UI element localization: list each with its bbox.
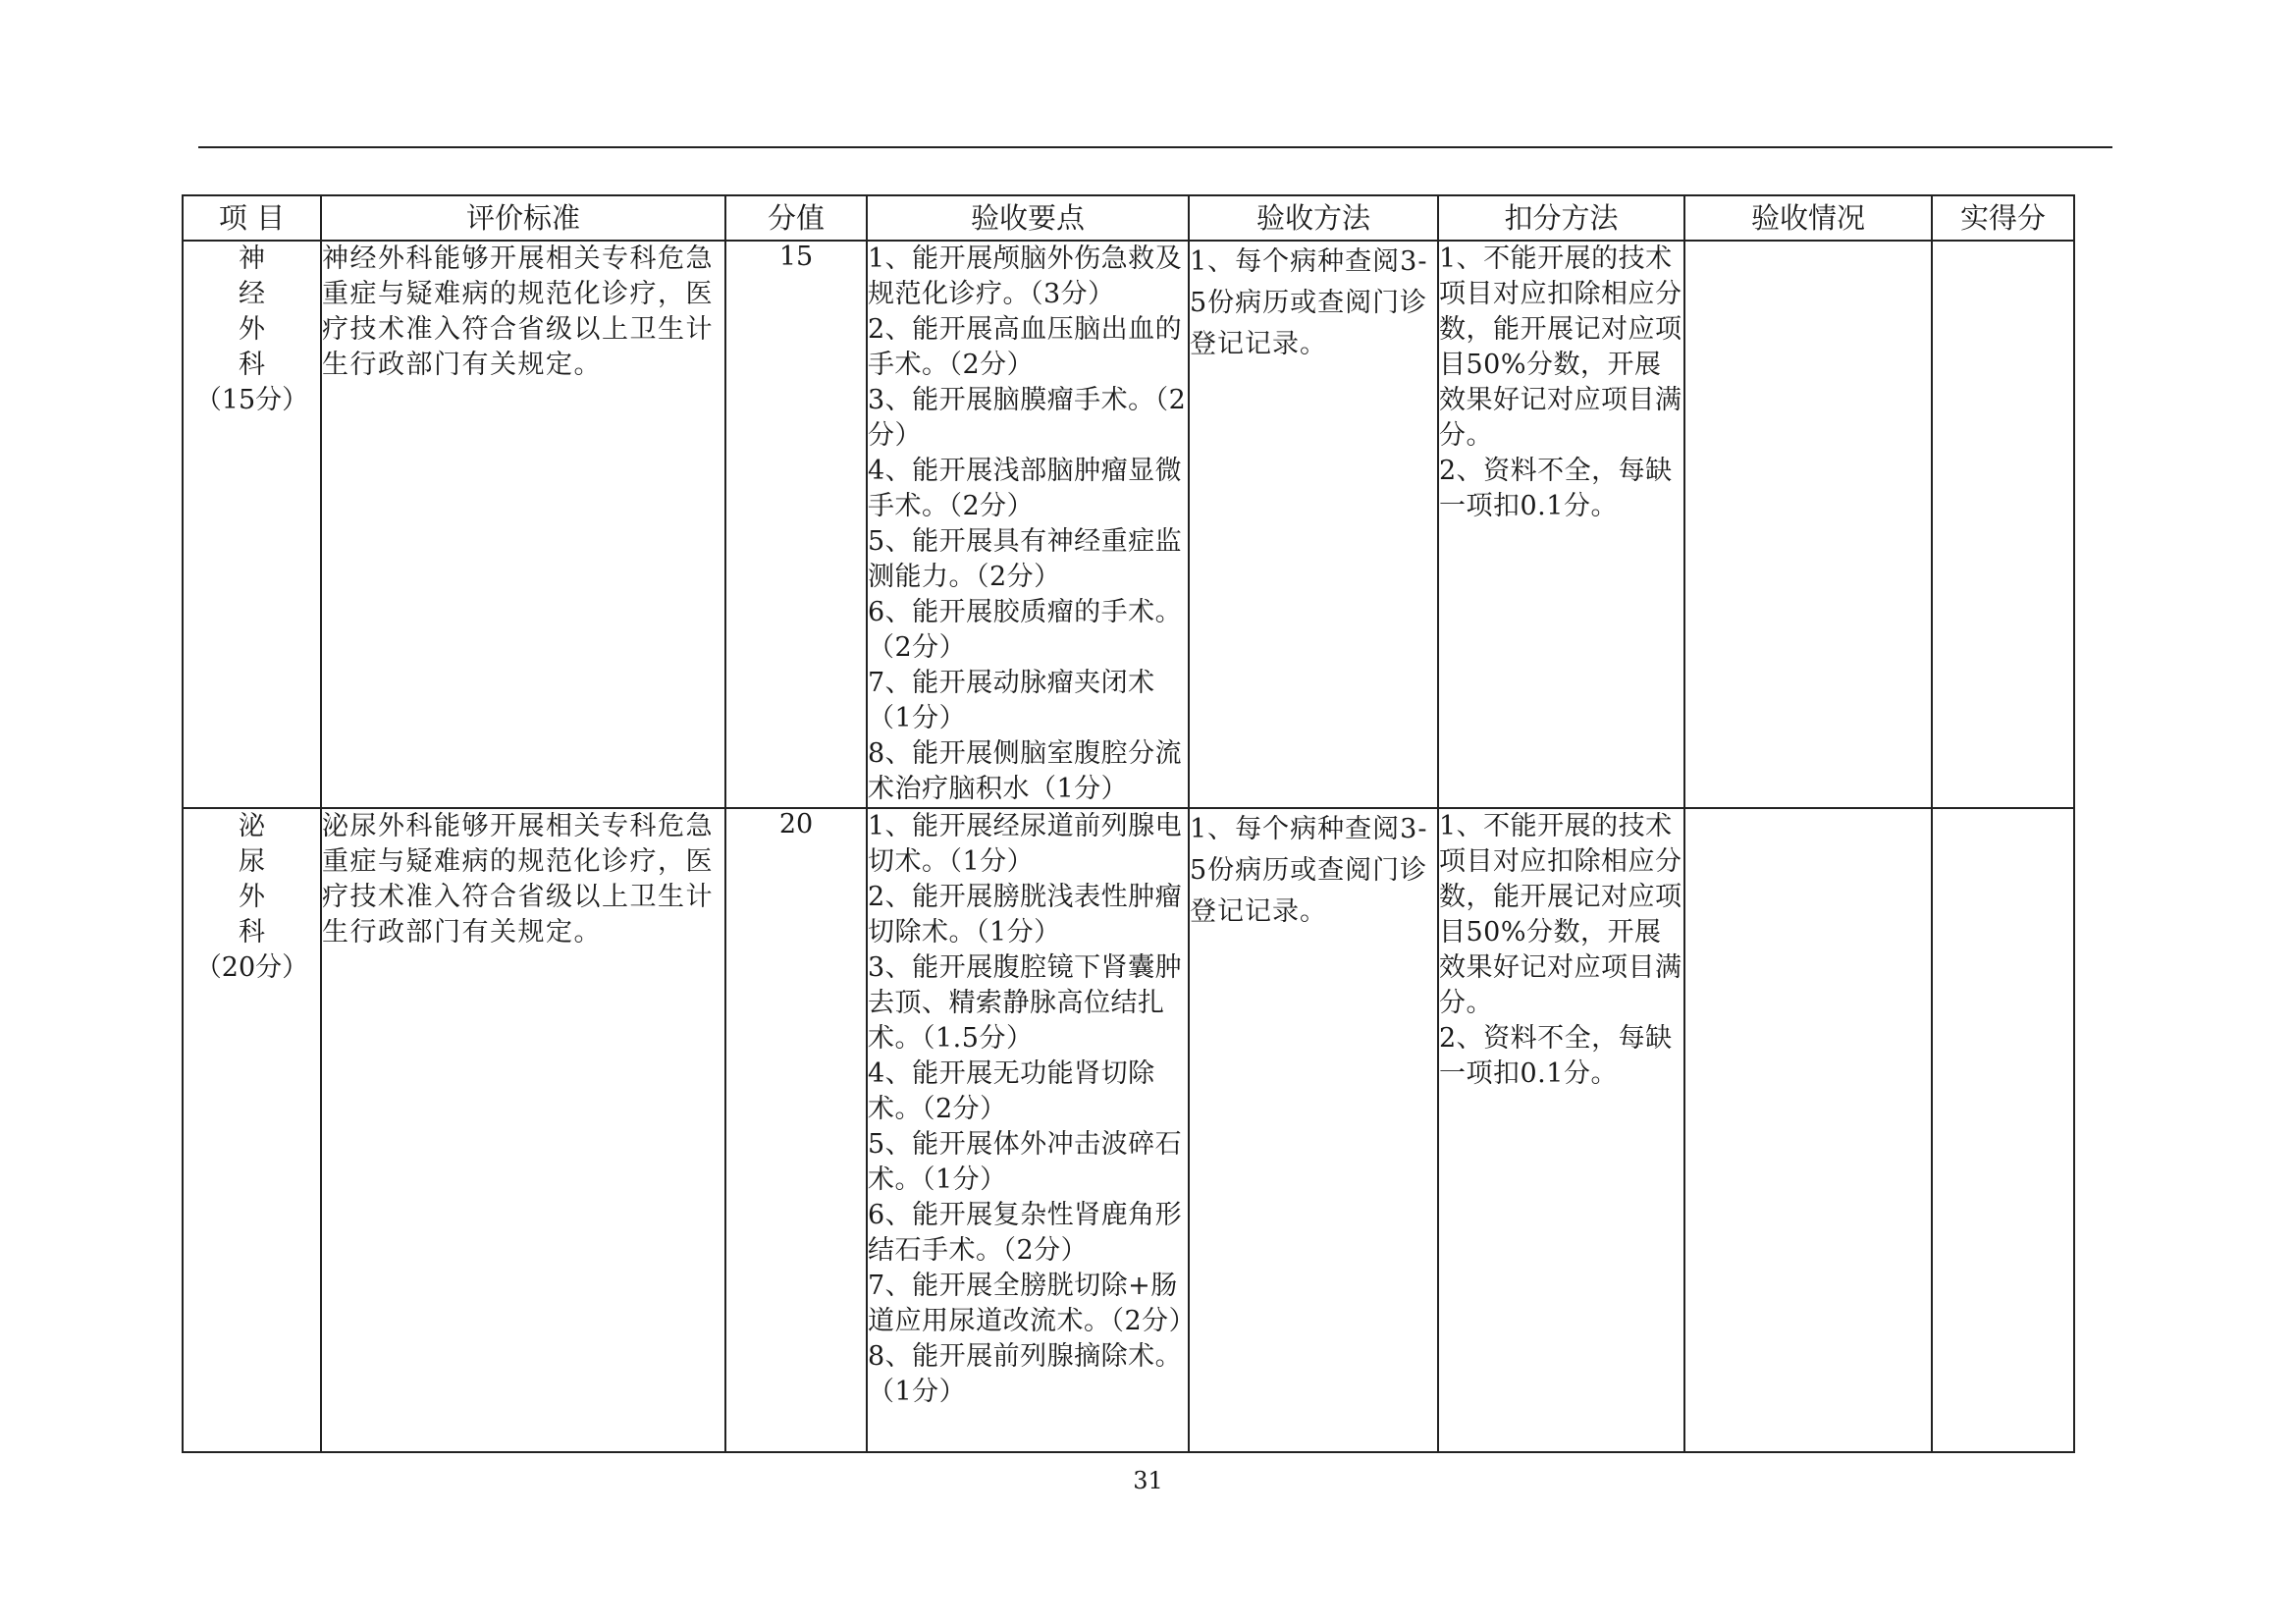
point-item: 1、能开展经尿道前列腺电切术。（1分） [868, 811, 1183, 877]
deduct-cell [1438, 808, 1684, 1452]
standard-text: 神经外科能够开展相关专科危急重症与疑难病的规范化诊疗，医疗技术准入符合省级以上卫生计生行政部门有关规定。 [322, 244, 714, 380]
header-deduct: 扣分方法 [1438, 195, 1684, 241]
standard-text: 泌尿外科能够开展相关专科危急重症与疑难病的规范化诊疗，医疗技术准入符合省级以上卫生计生行政部门有关规定。 [322, 811, 714, 947]
point-item: 7、能开展动脉瘤夹闭术（1分） [868, 668, 1155, 733]
point-item: 2、能开展膀胱浅表性肿瘤切除术。（1分） [868, 882, 1183, 947]
method-cell [1189, 241, 1438, 808]
header-method: 验收方法 [1189, 195, 1438, 241]
point-item: 6、能开展胶质瘤的手术。（2分） [868, 597, 1183, 663]
header-points: 验收要点 [867, 195, 1189, 241]
header-rule [198, 146, 2112, 148]
point-item: 4、能开展无功能肾切除术。（2分） [868, 1058, 1155, 1124]
item-name: 神经外科 [239, 244, 265, 380]
standard-cell [321, 808, 725, 1452]
table-row [183, 808, 2074, 1452]
points-cell [867, 808, 1197, 1452]
point-item: 5、能开展体外冲击波碎石术。（1分） [868, 1129, 1183, 1195]
table-header-row [183, 195, 2074, 241]
item-score: （15分） [194, 385, 309, 415]
point-item: 5、能开展具有神经重症监测能力。（2分） [868, 526, 1183, 592]
method-text: 1、每个病种查阅3-5份病历或查阅门诊登记记录。 [1190, 814, 1428, 927]
deduct-item: 1、不能开展的技术项目对应扣除相应分数，能开展记对应项目50%分数，开展效果好记对应项目满分。 [1439, 811, 1682, 1018]
item-score: （20分） [194, 952, 309, 983]
header-status: 验收情况 [1684, 195, 1932, 241]
standard-cell [321, 241, 725, 808]
method-cell [1189, 808, 1438, 1452]
point-item: 1、能开展颅脑外伤急救及规范化诊疗。（3分） [868, 244, 1183, 309]
point-item: 7、能开展全膀胱切除+肠道应用尿道改流术。（2分） [868, 1271, 1197, 1336]
method-text: 1、每个病种查阅3-5份病历或查阅门诊登记记录。 [1190, 246, 1428, 359]
point-item: 8、能开展前列腺摘除术。（1分） [868, 1341, 1183, 1407]
score-cell: 15 [725, 241, 867, 808]
status-cell [1684, 241, 1932, 808]
point-item: 3、能开展脑膜瘤手术。（2分） [868, 385, 1187, 451]
point-item: 8、能开展侧脑室腹腔分流术治疗脑积水（1分） [868, 738, 1183, 804]
actual-score-cell [1932, 808, 2074, 1452]
point-item: 4、能开展浅部脑肿瘤显微手术。（2分） [868, 456, 1183, 521]
header-score: 分值 [725, 195, 867, 241]
page-number: 31 [1133, 1467, 1163, 1494]
point-item: 3、能开展腹腔镜下肾囊肿去顶、精索静脉高位结扎术。（1.5分） [868, 952, 1183, 1054]
header-item: 项 目 [183, 195, 321, 241]
actual-score-cell [1932, 241, 2074, 808]
header-standard: 评价标准 [321, 195, 725, 241]
point-item: 2、能开展高血压脑出血的手术。（2分） [868, 314, 1183, 380]
deduct-item: 2、资料不全，每缺一项扣0.1分。 [1439, 1023, 1673, 1089]
item-cell [183, 808, 321, 1452]
item-cell [183, 241, 321, 808]
deduct-item: 2、资料不全，每缺一项扣0.1分。 [1439, 456, 1673, 521]
deduct-item: 1、不能开展的技术项目对应扣除相应分数，能开展记对应项目50%分数，开展效果好记对应项目满分。 [1439, 244, 1682, 451]
score-cell: 20 [725, 808, 867, 1452]
deduct-cell [1438, 241, 1684, 808]
item-name: 泌尿外科 [239, 811, 265, 947]
status-cell [1684, 808, 1932, 1452]
points-cell [867, 241, 1189, 808]
evaluation-table [182, 194, 2075, 1453]
point-item: 6、能开展复杂性肾鹿角形结石手术。（2分） [868, 1200, 1183, 1266]
header-actual: 实得分 [1932, 195, 2074, 241]
table-row [183, 241, 2074, 808]
